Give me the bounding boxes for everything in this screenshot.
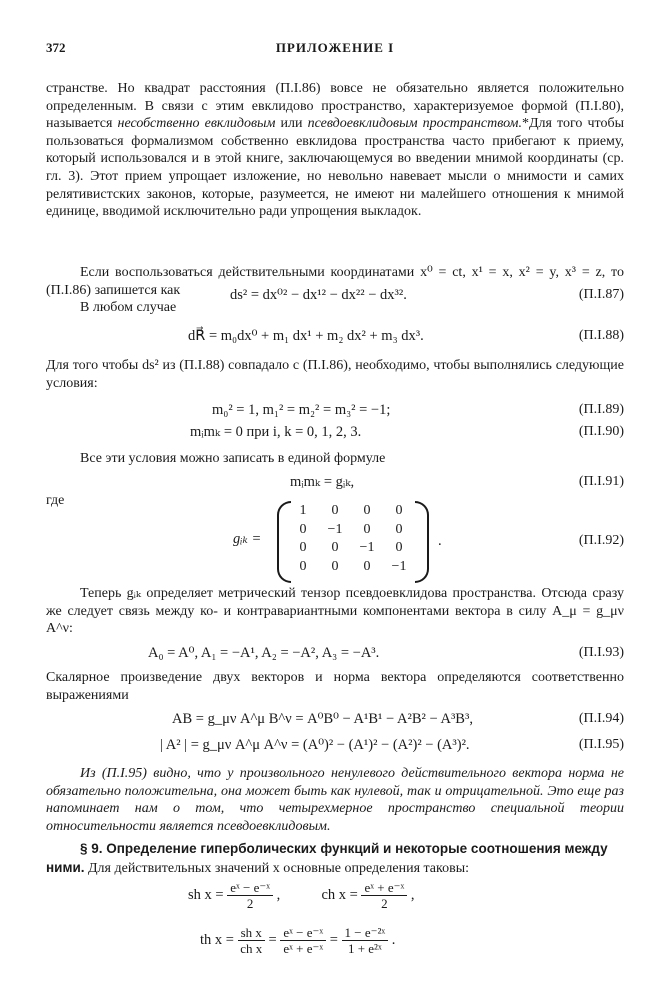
equals-sign: =: [329, 931, 338, 948]
matrix-cell: 1: [299, 503, 307, 518]
paragraph-scalar-product: Скалярное произведение двух векторов и норма вектора определяются соответственно выражениями: [46, 670, 624, 703]
equation-label-89: (П.I.89): [578, 402, 624, 417]
sh-fraction: [227, 880, 273, 911]
matrix-cell: 0: [363, 503, 371, 518]
th-fraction-2: [280, 925, 326, 956]
equation-label-90: (П.I.90): [578, 424, 624, 439]
equals-sign: =: [268, 931, 277, 948]
equation-89: m₀² = 1, m₁² = m₂² = m₃² = −1;: [212, 402, 391, 418]
section-text: Для действительных значений x основные определения таковы:: [84, 860, 470, 876]
term-improper-euclidean: несобственно евклидовым: [117, 116, 276, 132]
ch-fraction: [361, 880, 407, 911]
equation-88: dR⃗ = m₀dx⁰ + m₁ dx¹ + m₂ dx² + m₃ dx³.: [188, 328, 424, 344]
page-header: [46, 40, 624, 60]
matrix-cell: 0: [363, 558, 371, 574]
text-any-case: В любом случае: [80, 300, 177, 315]
matrix-cell: −1: [327, 521, 343, 537]
th-fraction-1: [238, 925, 265, 956]
ch-separator: ,: [410, 886, 415, 903]
th-numerator-2: eˣ − e⁻ˣ: [280, 925, 326, 941]
matrix-cell: 0: [395, 503, 403, 518]
matrix-cell: 0: [331, 558, 339, 574]
matrix-cell: 0: [299, 521, 307, 537]
sh-lhs: sh x =: [188, 886, 224, 903]
th-numerator-3: 1 − e⁻²ˣ: [342, 925, 389, 941]
equation-91: mᵢmₖ = gᵢₖ,: [290, 474, 355, 490]
equation-label-88: (П.I.88): [578, 328, 624, 343]
th-fraction-3: [342, 925, 389, 956]
equation-label-94: (П.I.94): [578, 711, 624, 726]
sh-separator: ,: [276, 886, 281, 903]
paragraph-norm: Из (П.I.95) видно, что у произвольного ненулевого действительного вектора норма не обязательно положительна, она может быть как нулевой, так и отрицательной. Это еще раз напоминает нам о том, что четырехмерное пространство специальной теории относительности является псевдоевклидовым.: [46, 766, 624, 834]
th-numerator-1: sh x: [238, 925, 265, 941]
th-denominator-3: 1 + e²ˣ: [347, 941, 382, 956]
metric-matrix: [233, 501, 431, 579]
matrix-cell: −1: [359, 540, 375, 555]
running-title: ПРИЛОЖЕНИЕ I: [275, 40, 395, 55]
th-lhs: th x =: [200, 931, 234, 948]
matrix-cell: 0: [299, 540, 307, 555]
matrix-grid: [287, 503, 417, 577]
sh-numerator: eˣ − e⁻ˣ: [227, 880, 273, 896]
ch-denominator: 2: [381, 896, 388, 911]
page-number: 372: [46, 40, 66, 55]
matrix-cell: 0: [331, 503, 339, 518]
th-end: .: [391, 931, 396, 948]
matrix-cell: 0: [331, 540, 339, 555]
equation-92-tail: .: [438, 533, 442, 549]
th-denominator-2: eˣ + e⁻ˣ: [283, 941, 324, 956]
sh-denominator: 2: [246, 896, 254, 911]
matrix-right-bracket: [415, 501, 429, 583]
equation-87: ds² = dx⁰² − dx¹² − dx²² − dx³².: [230, 287, 407, 303]
paragraph-conditions: Для того чтобы ds² из (П.I.88) совпадало с (П.I.86), необходимо, чтобы выполнялись следующие условия:: [46, 358, 624, 391]
formula-th: [200, 925, 395, 956]
paragraph-text: Для того чтобы пользоваться формализмом собственно евклидова пространства часто прибегают к приему, который использовался и в этой книге, заключающемуся во введении мнимой координаты (ср. гл. 3). Этот прием упрощает изложение, но невольно навевает мысли о мнимости и самих релятивистских законов, которые, разумеется, не имеют ни малейшего отношения к мнимой единице, вводимой исключительно ради упрощения выкладок.: [46, 116, 624, 220]
equation-label-93: (П.I.93): [578, 645, 624, 660]
equation-label-91: (П.I.91): [578, 474, 624, 489]
formula-sh-ch: [188, 880, 414, 911]
section-9: [46, 840, 624, 877]
equation-93: A₀ = A⁰, A₁ = −A¹, A₂ = −A², A₃ = −A³.: [148, 645, 380, 661]
equation-label-95: (П.I.95): [578, 737, 624, 752]
ch-numerator: eˣ + e⁻ˣ: [361, 880, 407, 896]
equation-label-92: (П.I.92): [578, 533, 624, 548]
th-denominator-1: ch x: [240, 941, 263, 956]
paragraph-pseudo-euclidean: [46, 80, 624, 221]
text-all-conditions: Все эти условия можно записать в единой формуле: [80, 451, 386, 466]
equation-94: AB = g_μν A^μ B^ν = A⁰B⁰ − A¹B¹ − A²B² − A³B³,: [172, 711, 473, 727]
paragraph-metric-tensor: Теперь gᵢₖ определяет метрический тензор псевдоевклидова пространства. Отсюда сразу же следует связь между ко- и контравариантными компонентами вектора в силу A_μ = g_μν A^ν:: [46, 586, 624, 637]
footnote-mark: *: [522, 116, 529, 132]
text-where: где: [46, 493, 65, 508]
equation-95: | A² | = g_μν A^μ A^ν = (A⁰)² − (A¹)² − (A²)² − (A³)².: [160, 737, 470, 753]
equation-90: mᵢmₖ = 0 при i, k = 0, 1, 2, 3.: [190, 424, 362, 440]
matrix-lhs: gᵢₖ =: [233, 531, 262, 547]
equation-label-87: (П.I.87): [578, 287, 624, 302]
matrix-cell: 0: [395, 540, 403, 555]
matrix-cell: −1: [391, 558, 407, 574]
matrix-cell: 0: [395, 521, 403, 537]
matrix-cell: 0: [363, 521, 371, 537]
section-heading: § 9. Определение гиперболических функций и некоторые соотношения между ними.: [46, 841, 608, 875]
term-pseudo-euclidean: псевдоевклидовым пространством.: [307, 116, 522, 132]
matrix-cell: 0: [299, 558, 307, 574]
paragraph-real-coordinates: Если воспользоваться действительными координатами x⁰ = ct, x¹ = x, x² = y, x³ = z, то (П.I.86) запишется как: [46, 265, 624, 298]
ch-lhs: ch x =: [321, 886, 358, 903]
paragraph-text: или: [275, 116, 308, 132]
paragraph-text: странстве. Но квадрат расстояния (П.I.86) вовсе не обязательно является положительно определенным. В связи с этим евклидово пространство, характеризуемое формой (П.I.80), называется: [46, 81, 624, 132]
